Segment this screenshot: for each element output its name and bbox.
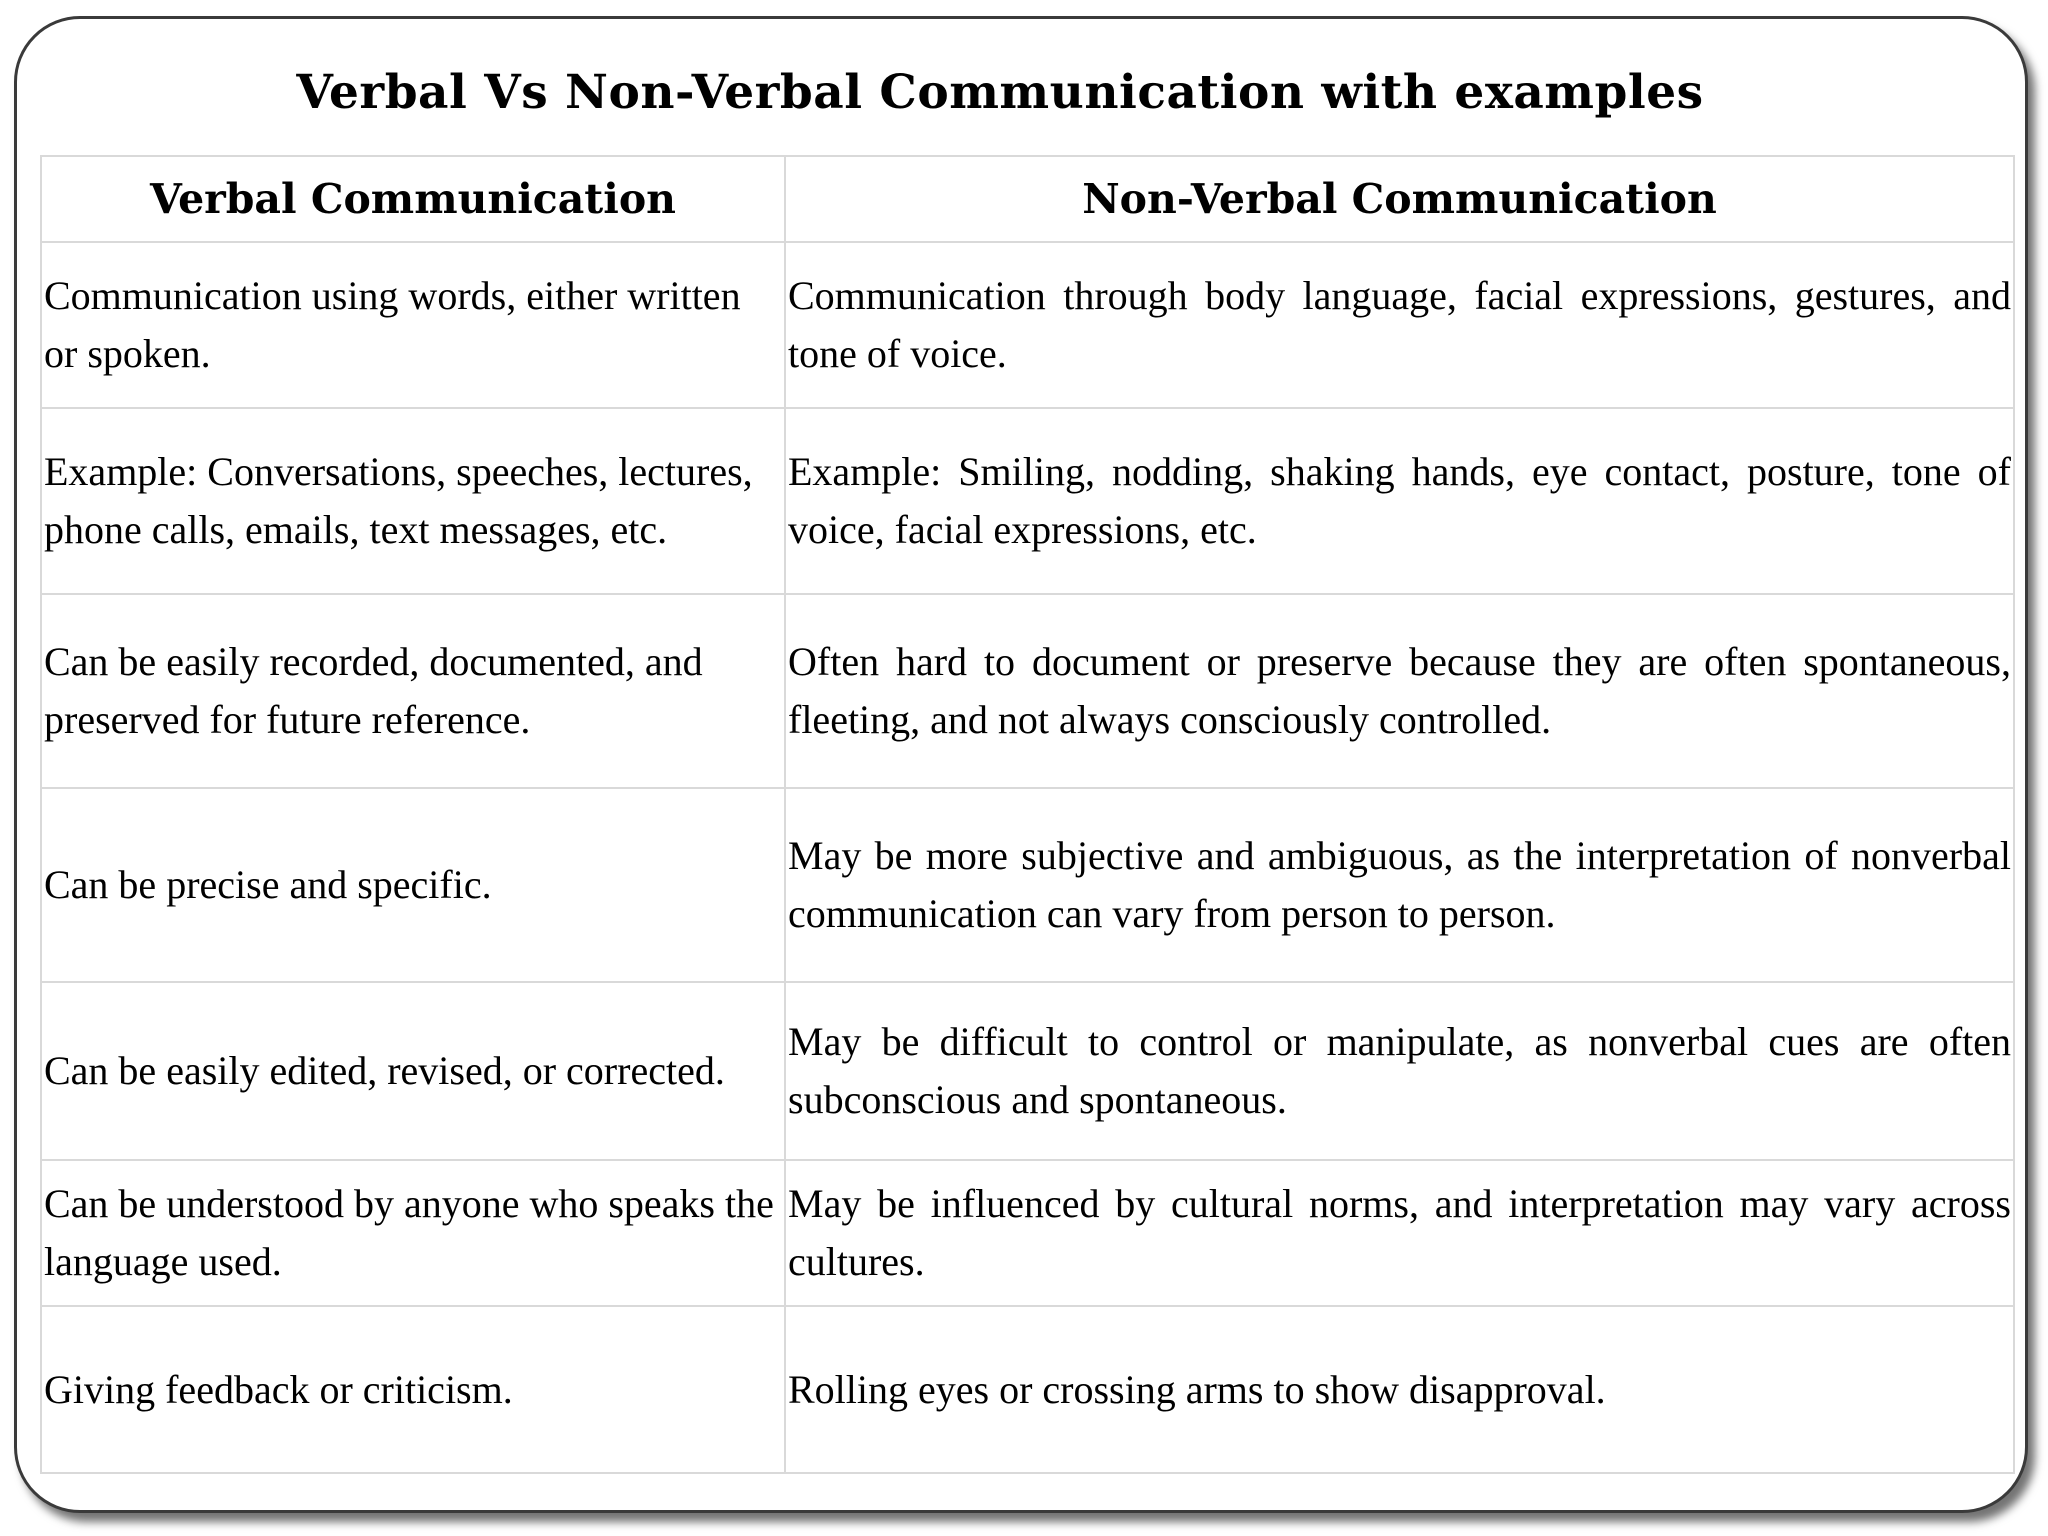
table-header-row [41, 156, 2014, 242]
table-row [41, 242, 2014, 408]
cell-nonverbal: Often hard to document or preserve because they are often spontaneous, fleeting, and not always consciously controlled. [785, 594, 2014, 788]
cell-nonverbal: May be more subjective and ambiguous, as the interpretation of nonverbal communication can vary from person to person. [785, 788, 2014, 982]
table-row [41, 594, 2014, 788]
table-row [41, 408, 2014, 594]
cell-verbal: Communication using words, either written or spoken. [41, 242, 785, 408]
slide-title: Verbal Vs Non-Verbal Communication with examples [296, 65, 1704, 120]
cell-verbal: Can be understood by anyone who speaks the language used. [41, 1160, 785, 1306]
header-verbal: Verbal Communication [41, 156, 785, 242]
comparison-table [40, 155, 2015, 1474]
cell-nonverbal: Rolling eyes or crossing arms to show disapproval. [785, 1306, 2014, 1473]
cell-verbal: Can be precise and specific. [41, 788, 785, 982]
cell-nonverbal: May be influenced by cultural norms, and interpretation may vary across cultures. [785, 1160, 2014, 1306]
header-nonverbal: Non-Verbal Communication [785, 156, 2014, 242]
cell-nonverbal: May be difficult to control or manipulate, as nonverbal cues are often subconscious and spontaneous. [785, 982, 2014, 1160]
cell-verbal: Example: Conversations, speeches, lectures, phone calls, emails, text messages, etc. [41, 408, 785, 594]
cell-nonverbal: Communication through body language, facial expressions, gestures, and tone of voice. [785, 242, 2014, 408]
table-row [41, 788, 2014, 982]
table-row [41, 982, 2014, 1160]
cell-verbal: Can be easily edited, revised, or corrected. [41, 982, 785, 1160]
table-row [41, 1160, 2014, 1306]
cell-nonverbal: Example: Smiling, nodding, shaking hands, eye contact, posture, tone of voice, facial expressions, etc. [785, 408, 2014, 594]
cell-verbal: Giving feedback or criticism. [41, 1306, 785, 1473]
table-row [41, 1306, 2014, 1473]
cell-verbal: Can be easily recorded, documented, and preserved for future reference. [41, 594, 785, 788]
